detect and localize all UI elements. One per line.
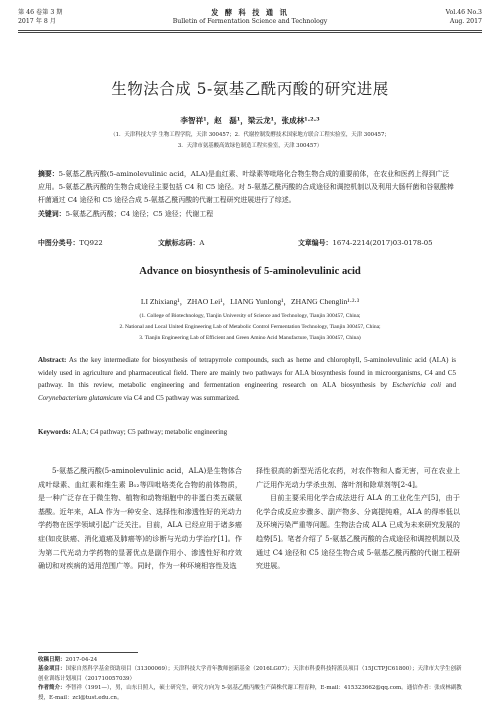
header-rule-bottom: [18, 32, 482, 33]
body-paragraph: 目前主要采用化学合成法进行 ALA 的工业化生产[5]，由于化学合成反应步骤多、副产物多、分离提纯难，ALA 的得率低以及环境污染严重等问题。生物法合成 ALA 已成为未来研究发展的趋势[5]。笔者介绍了 5-氨基乙酰丙酸的合成途径和调控机制以及通过 C4 途径和 C5 途径生物合成 5-氨基乙酰丙酸的代谢工程研究进展。: [256, 493, 460, 571]
footnote-author: [38, 684, 462, 703]
fund-text: 国家自然科学基金资助项目（31300069）；天津科技大学青年教师创新基金（2016LG07）；天津市科委科技特派员项目（15JCTPJC61800）；天津市大学生创新创业训练计划项目（201710057039）: [38, 666, 462, 682]
header-rule-top: [18, 30, 482, 31]
abstract-en-tail: via C4 and C5 pathway was summarized.: [123, 393, 240, 402]
affiliation-en-line: (1. College of Biotechnology, Tianjin University of Science and Technology, Tianjin 300457, China;: [139, 313, 361, 319]
authors-en: LI Zhixiang¹，ZHAO Lei¹，LIANG Yunlong¹，ZHANG Chenglin¹·²·³: [140, 297, 360, 306]
abstract-en: [38, 354, 456, 404]
affiliations-cn: [30, 130, 470, 152]
authors-cn: 李智祥¹，赵 磊¹，梁云龙¹，张成林¹·²·³: [180, 116, 320, 125]
journal-name-cn: 发 酵 科 技 通 讯: [211, 8, 289, 17]
doc-label: 文献标志码：: [158, 239, 200, 247]
paper-title-cn: 生物法合成 5-氨基乙酰丙酸的研究进展: [111, 80, 389, 98]
author-label: 作者简介：: [38, 685, 66, 692]
article-label: 文章编号：: [298, 239, 333, 247]
clc-number: [38, 237, 103, 247]
article-value: 1674-2214(2017)03-0178-05: [332, 239, 433, 247]
keywords-cn-text: 5-氨基乙酰丙酸；C4 途径；C5 途径；代谢工程: [65, 209, 214, 218]
journal-name-en: Bulletin of Fermentation Science and Technology: [172, 18, 328, 25]
clc-label: 中图分类号：: [38, 239, 80, 247]
author-text: 李智祥（1991—），男，山东日照人，硕士研究生，研究方向为 5-氨基乙酰丙酸生产菌株代谢工程育种，E-mail：415323662@qq.com。通信作者：张成林副教授，E-mail：zcl@tust.edu.cn。: [38, 685, 462, 701]
body-column-left: [38, 464, 242, 573]
affiliation-en-line: 2. National and Local United Engineering Lab of Metabolic Control Fermentation Technology, Tianjin 300457, China;: [119, 324, 381, 330]
abstract-cn-text: 5-氨基乙酰丙酸(5-aminolevulinic acid，ALA)是血红素、叶绿素等吡咯化合物生物合成的重要前体，在农业和医药上得到广泛应用。5-氨基乙酰丙酸的生物合成途径主要包括 C4 和 C5 途径。对 5-氨基乙酰丙酸的合成途径和调控机制以及利用大肠杆菌和谷氨酸棒杆菌通过 C4 途径和 C5 途径合成 5-氨基乙酰丙酸的代谢工程研究进展进行了综述。: [38, 170, 454, 205]
header-date-en: Aug. 2017: [449, 18, 482, 25]
received-label: 收稿日期：: [38, 657, 66, 663]
clc-value: TQ922: [79, 239, 103, 247]
keywords-en: [38, 428, 456, 436]
footnote-rule: [38, 652, 138, 653]
keywords-cn-label: 关键词：: [38, 209, 66, 218]
body-paragraph: 择性很高的新型光活化农药，对农作物和人畜无害，可在农业上广泛用作光动力学杀虫剂、落叶剂和除草剂等[2-4]。: [256, 466, 460, 489]
keywords-en-text: ALA; C4 pathway; C5 pathway; metabolic engineering: [72, 428, 228, 436]
header-date-cn: 2017 年 8 月: [18, 18, 56, 25]
abstract-en-text: As the key intermediate for biosynthesis of tetrapyrrole compounds, such as heme and chlorophyll, 5-aminolevulinic acid (ALA) is widely used in agriculture and pharmaceutical field. There are mainly two pathways for ALA biosynthesis found in microorganisms, C4 and C5 pathway. In this review, metabolic engineering and fermentation engineering research on ALA biosynthesis by: [38, 356, 456, 390]
body-column-right: [256, 464, 460, 573]
abstract-cn: [38, 168, 456, 221]
abstract-en-and: and: [445, 381, 457, 390]
abstract-cn-label: 摘要：: [38, 170, 59, 178]
affiliation-cn-line: 3．天津市氨基酸高效绿色制造工程实验室，天津 300457）: [177, 143, 323, 149]
article-number: [298, 237, 433, 247]
body-paragraph: 5-氨基乙酰丙酸(5-aminolevulinic acid，ALA)是生物体合成叶绿素、血红素和维生素 B₁₂等四吡咯类化合物的前体物质，是一种广泛存在于微生物、植物和动物细胞中的非蛋白类五碳氨基酸。近年来，ALA 作为一种安全、选择性和渗透性好的光动力学药物在医学领域引起广泛关注。目前，ALA 已经应用于诸多癌症(如皮肤癌、消化道癌及肺癌等)的诊断与光动力学治疗[1]。作为第二代光动力学药物的显著优点是副作用小、渗透性好和疗效确切和对疾病的适用范围广等。同时，作为一种环境相容性及选: [38, 466, 242, 571]
keywords-en-label: Keywords:: [38, 428, 71, 436]
abstract-en-label: Abstract:: [38, 356, 67, 364]
footnote-received: [38, 656, 462, 665]
doc-value: A: [199, 239, 205, 247]
affiliation-cn-line: （1．天津科技大学 生物工程学院，天津 300457；2．代谢控制发酵技术国家地方联合工程实验室，天津 300457；: [110, 132, 390, 138]
fund-label: 基金项目：: [38, 666, 66, 673]
received-date: 2017-04-24: [65, 657, 98, 663]
affiliations-en: [20, 311, 480, 344]
document-code: [158, 237, 204, 247]
organism-ecoli: Escherichia coli: [392, 381, 442, 390]
header-right: [446, 8, 482, 26]
footnotes: [38, 656, 462, 703]
paper-title-en: Advance on biosynthesis of 5-aminolevulinic acid: [139, 266, 361, 277]
footnote-fund: [38, 665, 462, 684]
header-volume-en: Vol.46 No.3: [445, 9, 482, 16]
header-center: [18, 8, 482, 26]
organism-cglutamicum: Corynebacterium glutamicum: [38, 393, 122, 402]
affiliation-en-line: 3. Tianjin Engineering Lab of Efficient and Green Amino Acid Manufacture, Tianjin 300457, China): [139, 335, 361, 341]
header-volume-cn: 第 46 卷第 3 期: [18, 9, 63, 16]
